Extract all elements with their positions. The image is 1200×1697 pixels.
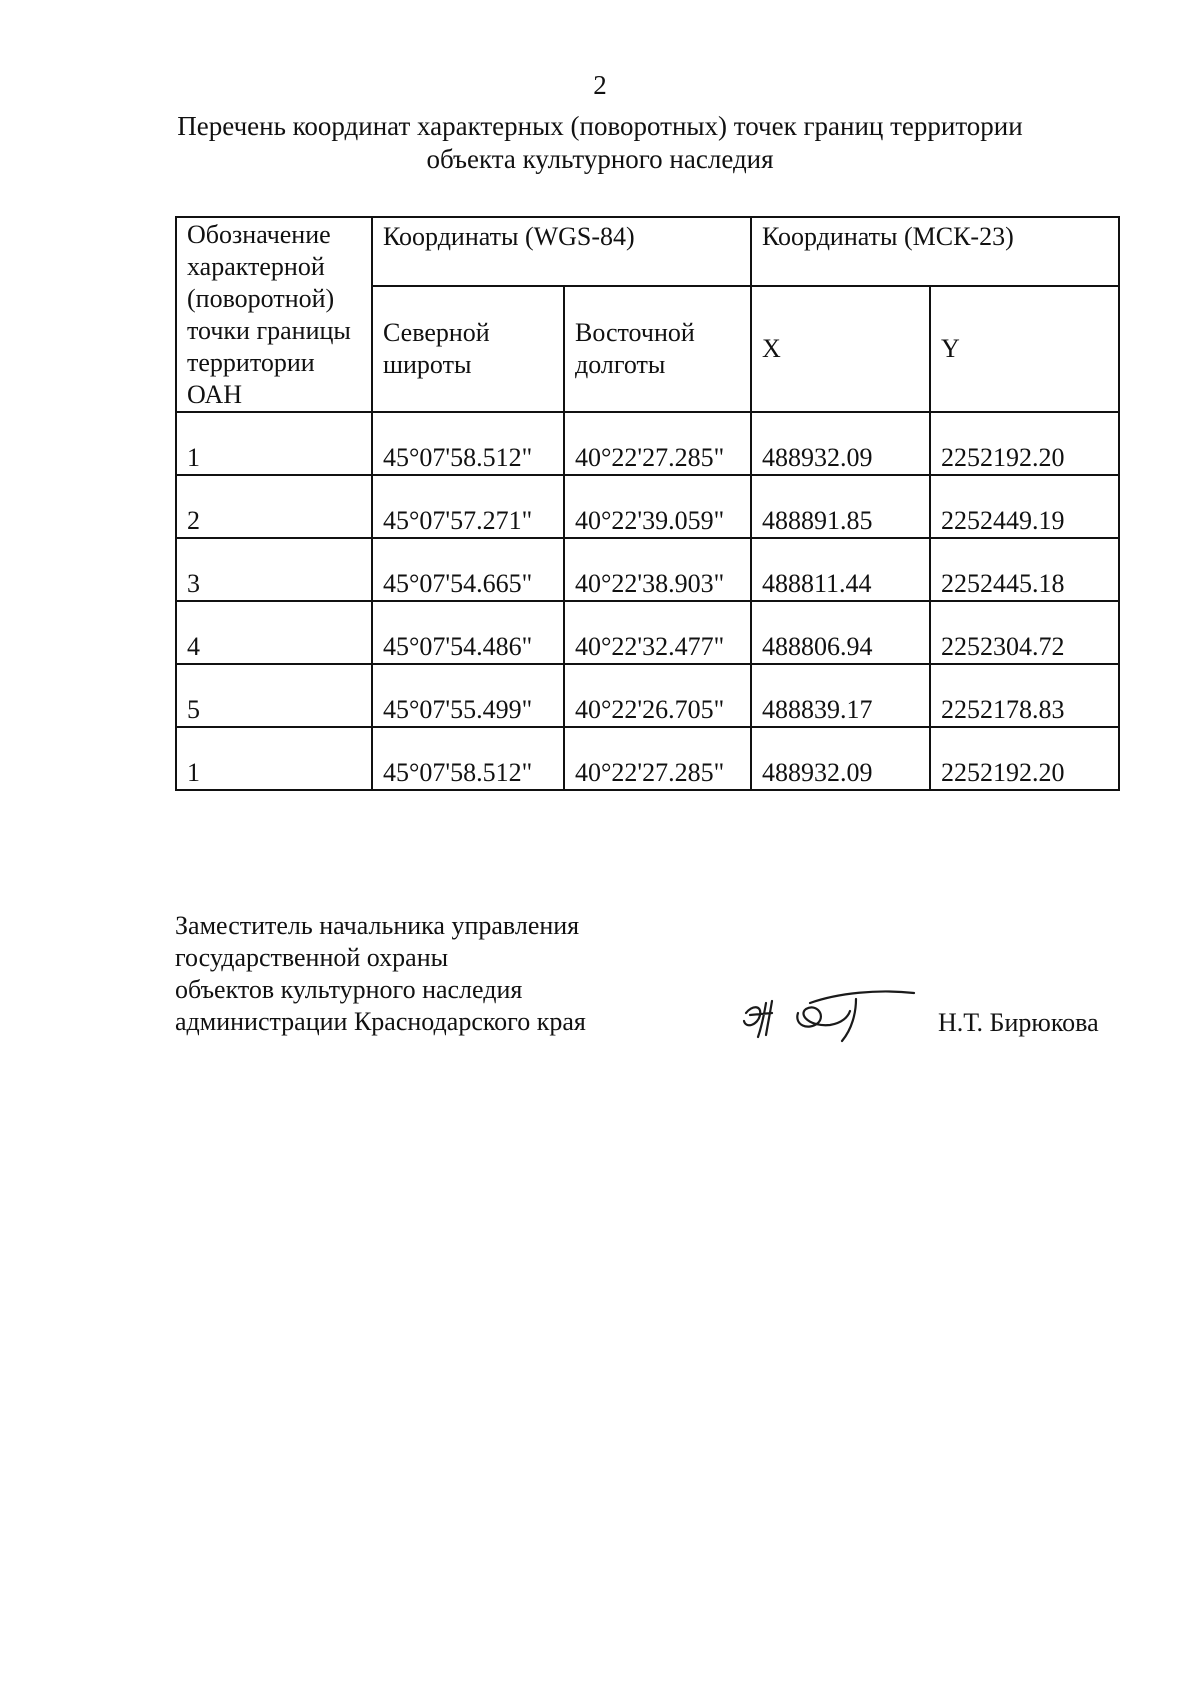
cell-point-id: 4 [176,601,372,664]
cell-y: 2252192.20 [930,412,1119,475]
cell-longitude: 40°22'39.059" [564,475,751,538]
header-y: Y [930,286,1119,412]
cell-latitude: 45°07'54.665" [372,538,564,601]
document-title-line-1: Перечень координат характерных (поворотных) точек границ территории [177,111,1023,141]
document-title-line-2: объекта культурного наследия [426,144,774,174]
cell-x: 488839.17 [751,664,930,727]
cell-longitude: 40°22'26.705" [564,664,751,727]
header-id-line: характерной [187,252,325,281]
page-number: 2 [593,70,607,100]
table-row [176,601,1119,664]
header-lon-line: долготы [575,350,666,380]
cell-point-id: 3 [176,538,372,601]
header-msk23-group: Координаты (МСК-23) [751,217,1119,286]
position-line: администрации Краснодарского края [175,1007,586,1036]
cell-latitude: 45°07'58.512" [372,412,564,475]
header-north-latitude [372,286,564,412]
header-id-line: точки границы [187,316,351,345]
cell-point-id: 5 [176,664,372,727]
table-header-row-1 [176,217,1119,286]
header-x: X [751,286,930,412]
position-line: объектов культурного наследия [175,975,523,1004]
cell-x: 488932.09 [751,412,930,475]
header-id-line: территории [187,348,315,377]
position-line: государственной охраны [175,943,449,972]
header-id-line: (поворотной) [187,284,335,313]
signer-name: Н.Т. Бирюкова [938,1008,1099,1037]
cell-y: 2252192.20 [930,727,1119,790]
cell-x: 488811.44 [751,538,930,601]
cell-point-id: 1 [176,727,372,790]
cell-longitude: 40°22'38.903" [564,538,751,601]
cell-latitude: 45°07'58.512" [372,727,564,790]
cell-latitude: 45°07'57.271" [372,475,564,538]
cell-longitude: 40°22'27.285" [564,412,751,475]
handwritten-signature [738,985,918,1045]
cell-x: 488932.09 [751,727,930,790]
signatory-position [175,910,675,1038]
cell-longitude: 40°22'32.477" [564,601,751,664]
cell-latitude: 45°07'55.499" [372,664,564,727]
cell-longitude: 40°22'27.285" [564,727,751,790]
position-line: Заместитель начальника управления [175,911,580,940]
cell-x: 488891.85 [751,475,930,538]
document-title [150,110,1050,176]
cell-y: 2252304.72 [930,601,1119,664]
cell-y: 2252178.83 [930,664,1119,727]
header-id-line: Обозначение [187,220,331,249]
header-lat-line: Северной [383,318,490,348]
header-wgs84-group: Координаты (WGS-84) [372,217,751,286]
header-lon-line: Восточной [575,318,695,348]
cell-latitude: 45°07'54.486" [372,601,564,664]
coordinates-table [175,216,1120,791]
cell-y: 2252445.18 [930,538,1119,601]
table-row [176,412,1119,475]
header-point-designation [176,217,372,412]
header-id-line: ОАН [187,380,243,409]
cell-point-id: 2 [176,475,372,538]
table-row [176,475,1119,538]
table-row [176,664,1119,727]
table-row [176,538,1119,601]
header-east-longitude [564,286,751,412]
cell-x: 488806.94 [751,601,930,664]
cell-y: 2252449.19 [930,475,1119,538]
cell-point-id: 1 [176,412,372,475]
table-row [176,727,1119,790]
header-lat-line: широты [383,350,472,380]
